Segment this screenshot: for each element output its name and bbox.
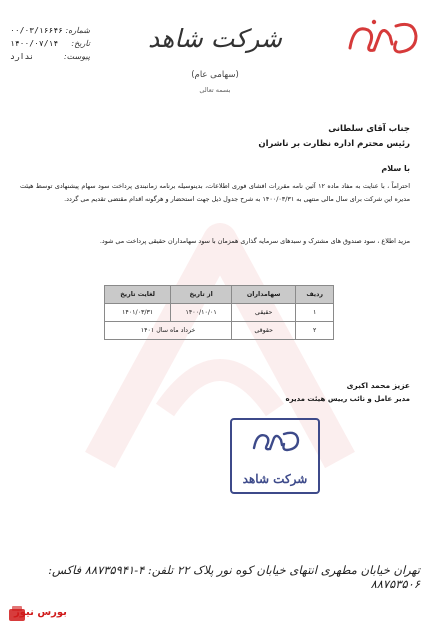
letter-meta: [10, 24, 90, 63]
meta-number-value: ۰۰/۰۳/۱۶۶۴۶: [10, 25, 63, 35]
meta-attach-label: پیوست:: [63, 51, 90, 61]
row-number: ۱: [296, 304, 334, 322]
header-shareholders: سهامداران: [232, 286, 296, 304]
row-number: ۲: [296, 322, 334, 340]
company-name: شرکت شاهد: [147, 24, 282, 53]
meta-number-label: شماره:: [65, 25, 90, 35]
company-type: (سهامی عام): [191, 70, 239, 80]
shareholder-type: حقیقی: [232, 304, 296, 322]
table-row: [105, 304, 334, 322]
stamp-logo-icon: [250, 426, 302, 456]
from-date: ۱۴۰۰/۱۰/۰۱: [171, 304, 232, 322]
payment-period: خرداد ماه سال ۱۴۰۱: [105, 322, 232, 340]
meta-date-row: [10, 37, 90, 50]
addressee-name: جناب آقای سلطانی: [328, 124, 410, 134]
meta-number-row: [10, 24, 90, 37]
meta-attach-value: ندارد: [10, 51, 35, 61]
meta-attach-row: [10, 50, 90, 63]
body-paragraph-1: احتراماً ، با عنایت به مفاد ماده ۱۲ آئین نامه مقررات افشای فوری اطلاعات، بدینوسیله برنامه زمانبندی پرداخت سود سهام پیشنهادی توسط هیئت مدیره این شرکت برای سال مالی منتهی به ۱۴۰۰/۰۳/۳۱ به شرح جدول ذیل جهت استحضار و هرگونه اقدام مقتضی تقدیم می گردد.: [20, 182, 411, 203]
stamp-text: شرکت شاهد: [242, 472, 308, 486]
meta-date-value: ۱۴۰۰/۰۷/۱۴: [10, 38, 59, 48]
table-row: [105, 322, 334, 340]
meta-date-label: تاریخ:: [71, 38, 90, 48]
addressee-title: رئیس محترم اداره نظارت بر ناشران: [258, 139, 410, 149]
signer-name: عزیز محمد اکبری: [346, 381, 410, 390]
company-stamp: [230, 418, 320, 494]
greeting: با سلام: [381, 164, 410, 173]
signer-title: مدیر عامل و نائب رییس هیئت مدیره: [285, 395, 410, 403]
body-paragraph-2: مزید اطلاع ، سود صندوق های مشترک و سبدهای سرمایه گذاری همزمان با سود سهامداران حقیقی پرداخت می شود.: [99, 237, 410, 245]
header-row-number: ردیف: [296, 286, 334, 304]
bourse-news-text: بورس نیوز: [14, 607, 67, 618]
dividend-schedule-table: [104, 285, 334, 340]
to-date: ۱۴۰۱/۰۳/۳۱: [105, 304, 171, 322]
footer-address: تهران خیابان مطهری انتهای خیابان کوه نور پلاک ۲۲ تلفن: ۴-۸۸۷۳۵۹۴۱ فاکس: ۸۸۷۵۳۵۰۶: [48, 563, 420, 592]
header-to-date: لغایت تاریخ: [105, 286, 171, 304]
table-header-row: [105, 286, 334, 304]
header-from-date: از تاریخ: [171, 286, 232, 304]
shareholder-type: حقوقی: [232, 322, 296, 340]
basmala: بسمه تعالی: [199, 86, 231, 94]
